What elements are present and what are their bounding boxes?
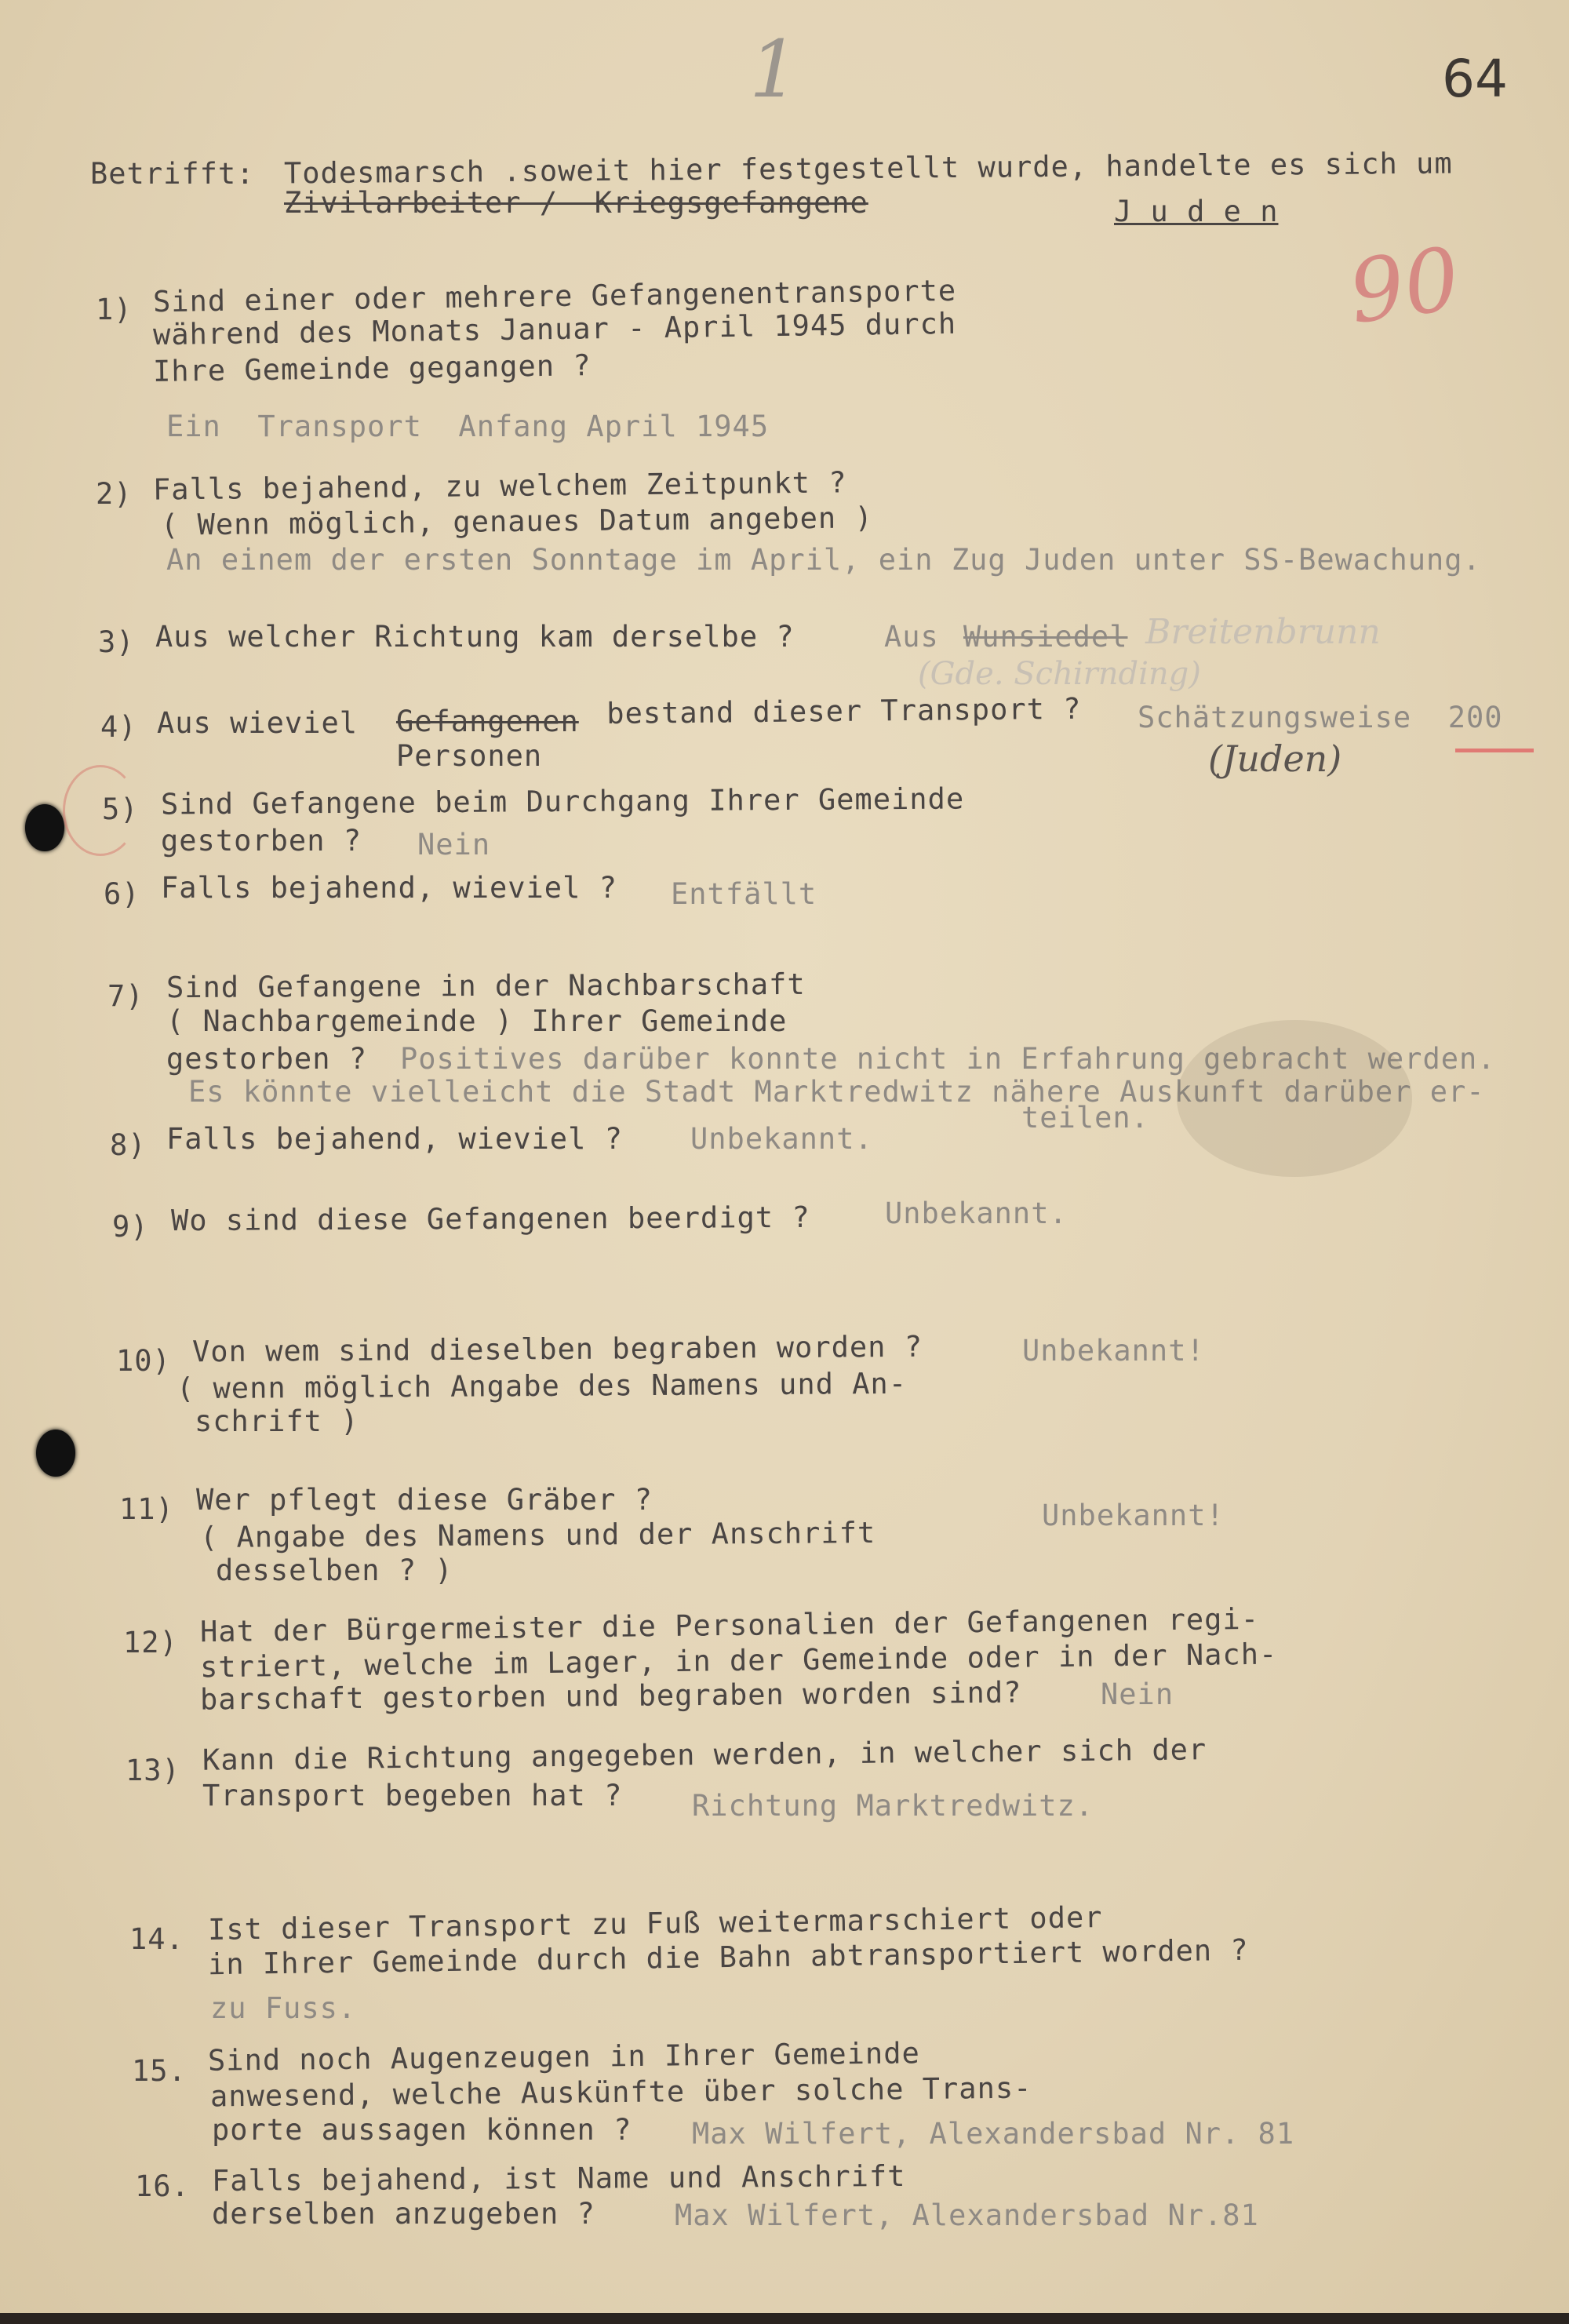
red-underline bbox=[1455, 749, 1534, 752]
subject-line1: Todesmarsch .soweit hier festgestellt wurde, handelte es sich um bbox=[283, 146, 1453, 191]
red-circle-mark bbox=[63, 765, 138, 856]
question-text: Falls bejahend, ist Name und Anschrift bbox=[211, 2158, 906, 2198]
answer-text: Es könnte vielleicht die Stadt Marktredwitz nähere Auskunft darüber er- bbox=[188, 1075, 1485, 1109]
answer-text: teilen. bbox=[1021, 1101, 1149, 1135]
question-number: 3) bbox=[98, 625, 135, 659]
handwritten-place: Breitenbrunn bbox=[1145, 612, 1381, 652]
answer-text: Unbekannt! bbox=[1042, 1499, 1225, 1532]
question-text: Aus welcher Richtung kam derselbe ? bbox=[155, 620, 795, 654]
punch-hole-top bbox=[25, 804, 64, 851]
question-text: Wer pflegt diese Gräber ? bbox=[196, 1483, 653, 1517]
question-text: ( Angabe des Namens und der Anschrift bbox=[199, 1515, 876, 1555]
question-text: striert, welche im Lager, in der Gemeinde oder in der Nach- bbox=[199, 1637, 1278, 1685]
question-number: 11) bbox=[119, 1492, 174, 1526]
answer-text: Nein bbox=[1101, 1677, 1174, 1711]
answer-text: zu Fuss. bbox=[210, 1991, 357, 2025]
question-text: Falls bejahend, wieviel ? bbox=[166, 1122, 623, 1156]
question-text: gestorben ? bbox=[161, 824, 362, 858]
question-text: barschaft gestorben und begraben worden sind? bbox=[199, 1675, 1022, 1717]
question-text: porte aussagen können ? bbox=[212, 2113, 632, 2147]
subject-line2-struck: Zivilarbeiter / Kriegsgefangene bbox=[284, 186, 868, 220]
answer-prefix: Aus bbox=[884, 620, 939, 654]
question-text: in Ihrer Gemeinde durch die Bahn abtransportiert worden ? bbox=[207, 1932, 1249, 1982]
question-text: Sind Gefangene beim Durchgang Ihrer Gemeinde bbox=[160, 781, 965, 821]
answer-text: An einem der ersten Sonntage im April, ein Zug Juden unter SS-Bewachung. bbox=[166, 543, 1481, 577]
question-number: 4) bbox=[100, 710, 137, 744]
question-number: 12) bbox=[123, 1626, 178, 1659]
question-text: Transport begeben hat ? bbox=[202, 1779, 623, 1812]
question-number: 5) bbox=[102, 792, 139, 826]
question-text: Sind Gefangene in der Nachbarschaft bbox=[166, 967, 806, 1005]
question-text: bestand dieser Transport ? bbox=[588, 691, 1082, 731]
question-text: ( wenn möglich Angabe des Namens und An- bbox=[176, 1366, 908, 1406]
answer-text: Schätzungsweise 200 bbox=[1138, 701, 1503, 734]
question-text: ( Wenn möglich, genaues Datum angeben ) bbox=[160, 501, 873, 542]
question-text: Sind einer oder mehrere Gefangenentransporte bbox=[152, 273, 957, 319]
answer-text: Unbekannt. bbox=[885, 1197, 1068, 1230]
question-number: 7) bbox=[107, 979, 144, 1013]
question-text: Sind noch Augenzeugen in Ihrer Gemeinde bbox=[207, 2036, 920, 2078]
question-number: 6) bbox=[104, 877, 140, 911]
question-text: derselben anzugeben ? bbox=[212, 2197, 595, 2231]
question-number: 13) bbox=[126, 1754, 180, 1787]
subject-juden: J u d e n bbox=[1114, 195, 1279, 228]
question-text-struck: Gefangenen bbox=[396, 705, 579, 738]
scan-edge bbox=[0, 2313, 1569, 2324]
question-text: schrift ) bbox=[195, 1404, 359, 1438]
top-pencil-mark: 1 bbox=[749, 24, 799, 115]
answer-text: Entfällt bbox=[671, 877, 817, 911]
handwritten-place-paren: (Gde. Schirnding) bbox=[918, 656, 1201, 692]
question-text: desselben ? ) bbox=[216, 1554, 453, 1587]
question-number: 9) bbox=[112, 1210, 149, 1244]
question-text: Von wem sind dieselben begraben worden ? bbox=[191, 1329, 923, 1369]
question-text: Ist dieser Transport zu Fuß weitermarschiert oder bbox=[207, 1900, 1103, 1947]
answer-text: Max Wilfert, Alexandersbad Nr. 81 bbox=[692, 2117, 1295, 2151]
answer-text: Unbekannt! bbox=[1022, 1334, 1205, 1368]
answer-text: Richtung Marktredwitz. bbox=[692, 1789, 1094, 1823]
question-text: Wo sind diese Gefangenen beerdigt ? bbox=[170, 1200, 810, 1238]
answer-text: Ein Transport Anfang April 1945 bbox=[166, 410, 770, 443]
question-text: Aus wieviel bbox=[157, 706, 377, 740]
answer-struck: Wunsiedel bbox=[963, 620, 1128, 654]
punch-hole-bottom bbox=[36, 1430, 75, 1477]
question-number: 16. bbox=[135, 2169, 190, 2203]
question-number: 2) bbox=[96, 477, 133, 511]
question-number: 1) bbox=[96, 293, 133, 326]
answer-text: Max Wilfert, Alexandersbad Nr.81 bbox=[675, 2198, 1259, 2232]
answer-text: Positives darüber konnte nicht in Erfahrung gebracht werden. bbox=[400, 1042, 1496, 1076]
question-text: Falls bejahend, wieviel ? bbox=[161, 871, 617, 905]
question-text: ( Nachbargemeinde ) Ihrer Gemeinde bbox=[166, 1004, 788, 1038]
question-text: Falls bejahend, zu welchem Zeitpunkt ? bbox=[152, 465, 847, 507]
question-number: 8) bbox=[110, 1128, 147, 1162]
paper-stain bbox=[1177, 1020, 1412, 1177]
page-number: 64 bbox=[1442, 49, 1508, 109]
answer-text: Nein bbox=[417, 828, 491, 861]
red-pencil-mark: 90 bbox=[1342, 228, 1466, 344]
subject-label: Betrifft: bbox=[90, 157, 255, 191]
question-number: 15. bbox=[132, 2054, 187, 2088]
question-text: gestorben ? bbox=[166, 1042, 368, 1076]
answer-text: Unbekannt. bbox=[690, 1122, 873, 1156]
question-text: Ihre Gemeinde gegangen ? bbox=[152, 348, 592, 388]
question-text: anwesend, welche Auskünfte über solche Trans- bbox=[209, 2071, 1032, 2114]
question-number: 10) bbox=[116, 1344, 171, 1378]
question-text: Kann die Richtung angegeben werden, in welcher sich der bbox=[202, 1732, 1207, 1777]
question-text: während des Monats Januar - April 1945 durch bbox=[152, 306, 957, 352]
question-number: 14. bbox=[129, 1922, 184, 1956]
handwritten-note: (Juden) bbox=[1208, 738, 1342, 780]
question-text: Hat der Bürgermeister die Personalien der Gefangenen regi- bbox=[199, 1601, 1260, 1649]
question-insert: Personen bbox=[396, 739, 543, 773]
